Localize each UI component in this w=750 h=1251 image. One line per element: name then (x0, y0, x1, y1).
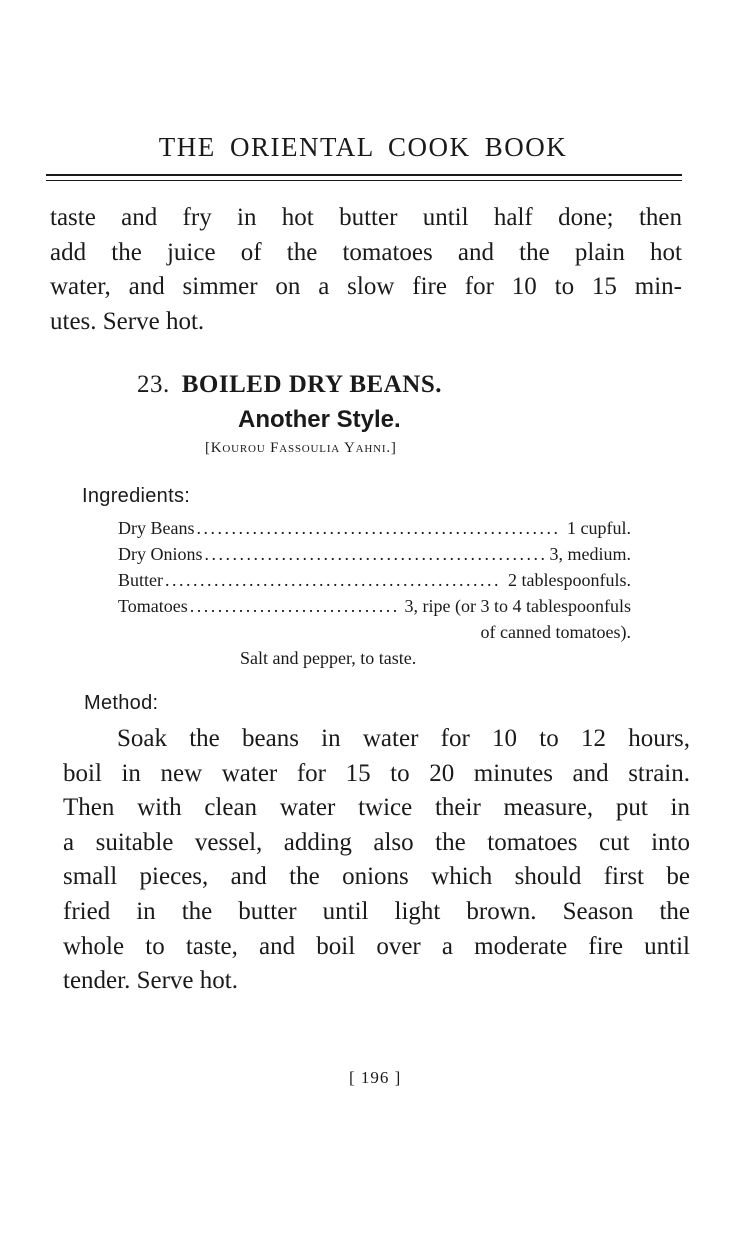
text-line: tender. Serve hot. (63, 967, 238, 995)
dot-leader (205, 541, 544, 567)
ingredient-row (118, 593, 631, 619)
dot-leader (196, 515, 561, 541)
dot-leader (165, 567, 502, 593)
ingredient-row (118, 541, 631, 567)
text-line: whole to taste, and boil over a moderate fire until (63, 932, 690, 960)
recipe-title (137, 371, 442, 399)
text-line: boil in new water for 15 to 20 minutes and strain. (63, 759, 690, 787)
ingredient-quantity: 3, medium. (549, 544, 631, 564)
header-rule-thin (46, 180, 682, 181)
ingredients-heading: Ingredients: (82, 485, 191, 507)
text-line: utes. Serve hot. (50, 307, 205, 335)
method-paragraph (63, 722, 690, 999)
text-line: add the juice of the tomatoes and the plain hot (50, 238, 682, 266)
ingredient-row (118, 515, 631, 541)
ingredient-quantity: 2 tablespoonfuls. (508, 570, 631, 590)
ingredient-row (118, 567, 631, 593)
text-line: Then with clean water twice their measure, put in (63, 794, 690, 822)
ingredient-quantity-continued: of canned tomatoes). (480, 622, 631, 642)
ingredient-name: Butter (118, 570, 163, 590)
text-line: Soak the beans in water for 10 to 12 hours, (117, 725, 690, 752)
ingredient-name: Dry Onions (118, 544, 203, 564)
page-number: [ 196 ] (349, 1068, 402, 1087)
header-rule-thick (46, 174, 682, 176)
seasoning-note: Salt and pepper, to taste. (240, 648, 417, 668)
text-line: small pieces, and the onions which should first be (63, 863, 690, 891)
ingredient-name: Tomatoes (118, 596, 188, 616)
ingredient-name: Dry Beans (118, 518, 195, 538)
text-line: fried in the butter until light brown. Season the (63, 897, 690, 925)
recipe-number: 23. (137, 371, 170, 398)
text-line: taste and fry in hot butter until half done; then (50, 204, 682, 231)
text-line: water, and simmer on a slow fire for 10 to 15 min- (50, 273, 682, 301)
ingredients-list (118, 515, 631, 645)
recipe-subtitle: Another Style. (238, 406, 401, 433)
ingredient-quantity: 3, ripe (or 3 to 4 tablespoonfuls (404, 596, 631, 616)
text-line: a suitable vessel, adding also the tomatoes cut into (63, 828, 690, 856)
ingredient-quantity: 1 cupful. (567, 518, 631, 538)
recipe-title-text: BOILED DRY BEANS. (181, 371, 442, 398)
recipe-native-name: [Kourou Fassoulia Yahni.] (205, 440, 397, 456)
method-heading: Method: (84, 692, 159, 714)
continued-paragraph (50, 201, 682, 339)
running-head: THE ORIENTAL COOK BOOK (158, 132, 568, 162)
dot-leader (190, 593, 399, 619)
